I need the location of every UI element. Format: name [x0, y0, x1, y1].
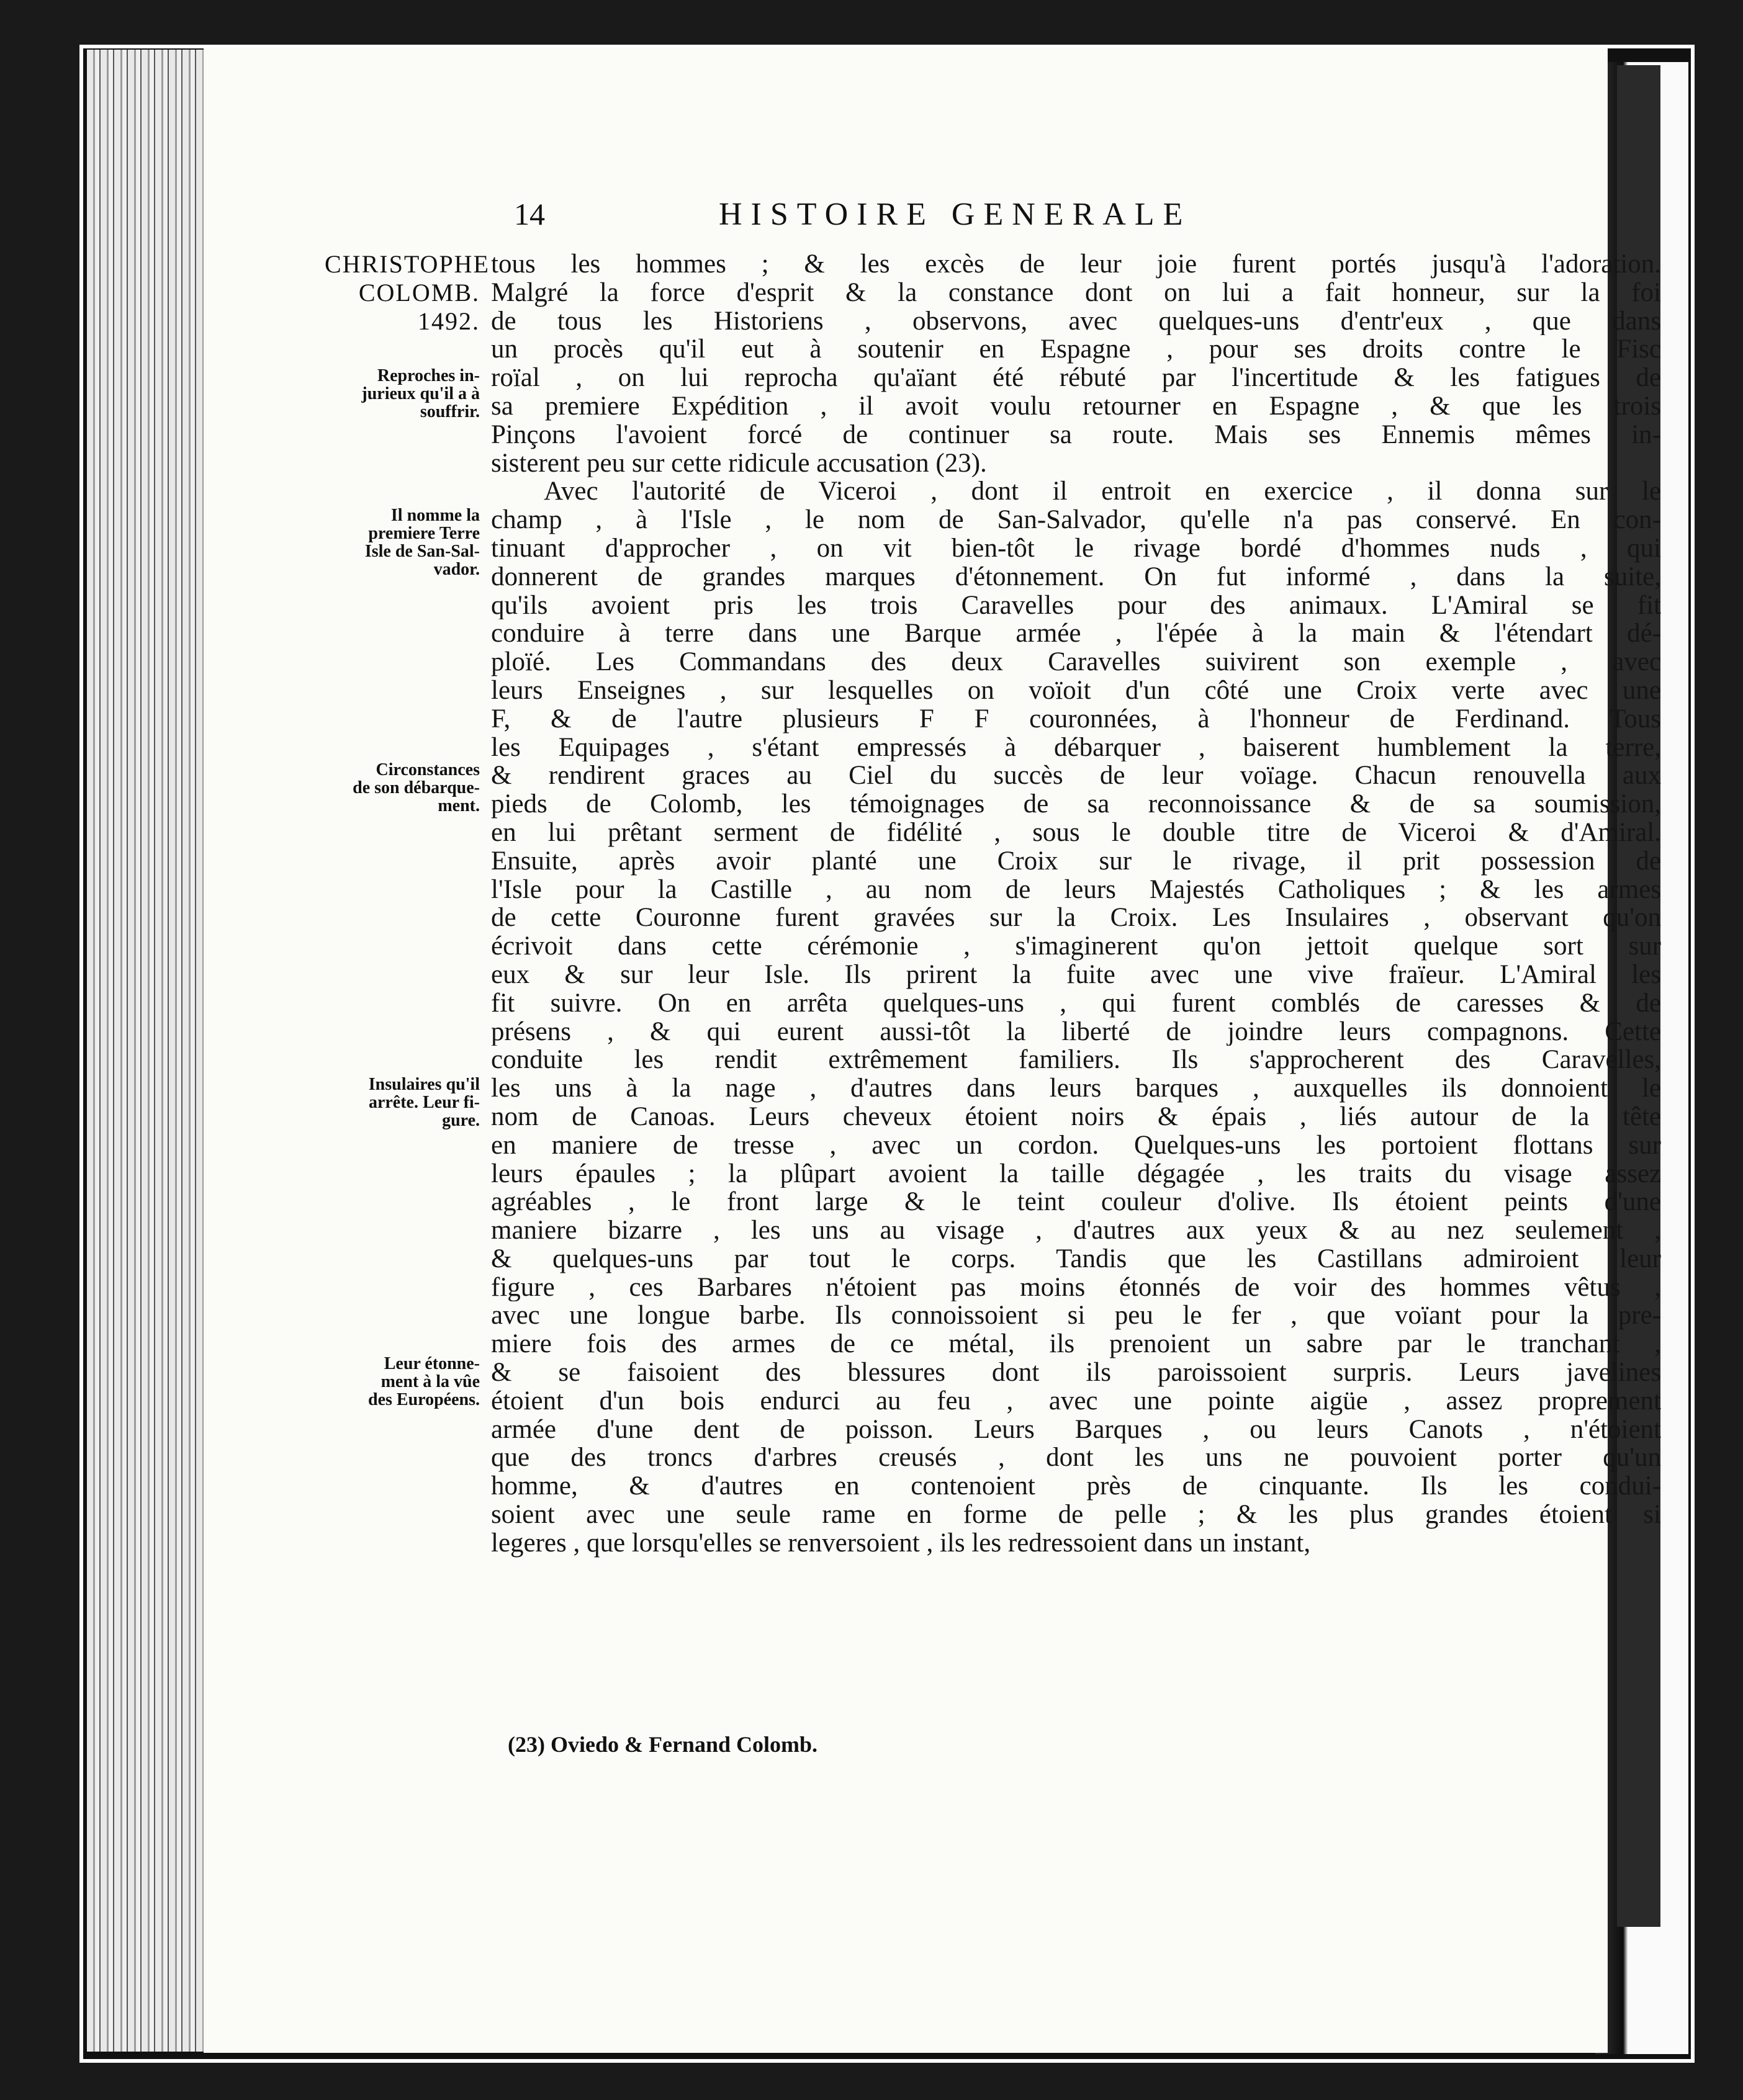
margin-header-line: COLOMB. [358, 279, 480, 307]
body-line: champ , à l'Isle , le nom de San-Salvador, qu'elle n'a pas conservé. En con- [491, 506, 1661, 534]
margin-note-line: premiere Terre [368, 524, 480, 543]
margin-note-san-salvador [325, 506, 480, 578]
margin-note-debarquement [325, 761, 480, 815]
book-page-edges [87, 50, 211, 2052]
body-line: figure , ces Barbares n'étoient pas moins étonnés de voir des hommes vêtus , [491, 1273, 1661, 1302]
body-line: & rendirent graces au Ciel du succès de leur voïage. Chacun renouvella aux [491, 761, 1661, 791]
body-line: présens , & qui eurent aussi-tôt la liberté de joindre leurs compagnons. Cette [491, 1017, 1661, 1046]
body-line: en lui prêtant serment de fidélité , sous le double titre de Viceroi & d'Amiral. [491, 818, 1661, 847]
running-head [204, 196, 1608, 246]
body-line: leurs Enseignes , sur lesquelles on voïoit d'un côté une Croix verte avec une [491, 676, 1661, 705]
margin-note-line: Reproches in- [377, 366, 480, 385]
body-line: leurs épaules ; la plûpart avoient la taille dégagée , les traits du visage assez [491, 1159, 1661, 1188]
body-line: écrivoit dans cette cérémonie , s'imaginerent qu'on jettoit quelque sort sur [491, 932, 1661, 961]
margin-note-line: ment. [438, 796, 480, 815]
margin-note-line: Leur étonne- [384, 1354, 480, 1373]
body-line: & se faisoient des blessures dont ils paroissoient surpris. Leurs javelines [491, 1358, 1661, 1387]
body-line: Pinçons l'avoient forcé de continuer sa route. Mais ses Ennemis mêmes in- [491, 420, 1661, 449]
body-line: Malgré la force d'esprit & la constance dont on lui a fait honneur, sur la foi [491, 278, 1661, 307]
margin-note-line: gure. [442, 1111, 480, 1130]
body-line: miere fois des armes de ce métal, ils prenoient un sabre par le tranchant , [491, 1330, 1661, 1359]
body-line: les uns à la nage , d'autres dans leurs barques , auxquelles ils donnoient le [491, 1074, 1661, 1103]
margin-note-line: de son débarque- [353, 778, 480, 797]
body-line: Avec l'autorité de Viceroi , dont il entroit en exercice , il donna sur le [544, 477, 1661, 506]
body-line: donnerent de grandes marques d'étonnement. On fut informé , dans la suite, [491, 562, 1661, 591]
body-line: un procès qu'il eut à soutenir en Espagne , pour ses droits contre le Fisc [491, 335, 1661, 364]
body-line: agréables , le front large & le teint couleur d'olive. Ils étoient peints d'une [491, 1188, 1661, 1217]
body-line: qu'ils avoient pris les trois Caravelles pour des animaux. L'Amiral se fit [491, 591, 1661, 620]
body-line: sisterent peu sur cette ridicule accusation (23). [491, 449, 987, 478]
body-line: pieds de Colomb, les témoignages de sa reconnoissance & de sa soumission, [491, 790, 1661, 819]
margin-note-line: Insulaires qu'il [368, 1075, 480, 1094]
body-line: étoient d'un bois endurci au feu , avec une pointe aigüe , assez proprement [491, 1386, 1661, 1416]
margin-note-etonnement [325, 1355, 480, 1409]
body-line: eux & sur leur Isle. Ils prirent la fuite avec une vive fraïeur. L'Amiral les [491, 960, 1661, 989]
margin-note-line: ment à la vûe [381, 1372, 480, 1391]
footnote: (23) Oviedo & Fernand Colomb. [508, 1732, 817, 1757]
body-line: tous les hommes ; & les excès de leur joie furent portés jusqu'à l'adoration. [491, 250, 1661, 279]
body-line: roïal , on lui reprocha qu'aïant été rébuté par l'incertitude & les fatigues de [491, 364, 1661, 392]
body-line: l'Isle pour la Castille , au nom de leurs Majestés Catholiques ; & les armes [491, 875, 1661, 904]
body-line: de cette Couronne furent gravées sur la Croix. Les Insulaires , observant qu'on [491, 904, 1661, 933]
margin-header [325, 250, 490, 336]
margin-note-line: Isle de San-Sal- [364, 542, 480, 561]
margin-note-line: souffrir. [420, 402, 480, 421]
body-line: F, & de l'autre plusieurs F F couronnées, à l'honneur de Ferdinand. Tous [491, 704, 1661, 734]
body-line: legeres , que lorsqu'elles se renversoient , ils les redressoient dans un instant, [491, 1528, 1311, 1558]
body-line: que des troncs d'arbres creusés , dont les uns ne pouvoient porter qu'un [491, 1443, 1661, 1473]
body-line: de tous les Historiens , observons, avec quelques-uns d'entr'eux , que dans [491, 307, 1661, 336]
book-page [204, 47, 1661, 2053]
body-line: soient avec une seule rame en forme de pelle ; & les plus grandes étoient si [491, 1501, 1661, 1529]
body-line: maniere bizarre , les uns au visage , d'autres aux yeux & au nez seulement , [491, 1216, 1661, 1245]
margin-note-line: jurieux qu'il a à [361, 384, 480, 403]
body-line: conduire à terre dans une Barque armée , l'épée à la main & l'étendart dé- [491, 619, 1661, 648]
running-title: HISTOIRE GENERALE [719, 197, 1192, 232]
body-text [491, 250, 1661, 1558]
margin-note-insulaires [325, 1075, 480, 1129]
body-line: homme, & d'autres en contenoient près de cinquante. Ils les condui- [491, 1472, 1661, 1501]
margin-note-line: Il nomme la [390, 506, 480, 525]
body-line: Ensuite, après avoir planté une Croix sur le rivage, il prit possession de [491, 846, 1661, 876]
body-line: tinuant d'approcher , on vit bien-tôt le rivage bordé d'hommes nuds , qui [491, 534, 1661, 563]
body-line: avec une longue barbe. Ils connoissoient si peu le fer , que voïant pour la pre- [491, 1301, 1661, 1330]
body-line: sa premiere Expédition , il avoit voulu retourner en Espagne , & que les trois [491, 392, 1661, 421]
body-line: ploïé. Les Commandans des deux Caravelles suivirent son exemple , avec [491, 648, 1661, 676]
body-line: les Equipages , s'étant empressés à débarquer , baiserent humblement la terre, [491, 733, 1661, 762]
margin-note-reproches [325, 367, 480, 421]
margin-header-line: CHRISTOPHE [325, 250, 490, 278]
margin-note-line: arrête. Leur fi- [368, 1093, 480, 1112]
body-line: conduite les rendit extrêmement familiers. Ils s'approcherent des Caravelles, [491, 1046, 1661, 1075]
body-line: & quelques-uns par tout le corps. Tandis que les Castillans admiroient leur [491, 1244, 1661, 1273]
margin-note-line: vador. [433, 560, 480, 579]
margin-note-line: Circonstances [376, 760, 480, 779]
margin-note-line: des Européens. [368, 1390, 480, 1409]
margin-header-line: 1492. [418, 307, 480, 335]
body-line: armée d'une dent de poisson. Leurs Barques , ou leurs Canots , n'étoient [491, 1415, 1661, 1444]
page-number: 14 [514, 197, 545, 231]
body-line: en maniere de tresse , avec un cordon. Quelques-uns les portoient flottans sur [491, 1131, 1661, 1160]
body-line: nom de Canoas. Leurs cheveux étoient noirs & épais , liés autour de la tête [491, 1102, 1661, 1131]
body-line: fit suivre. On en arrêta quelques-uns , qui furent comblés de caresses & de [491, 989, 1661, 1018]
